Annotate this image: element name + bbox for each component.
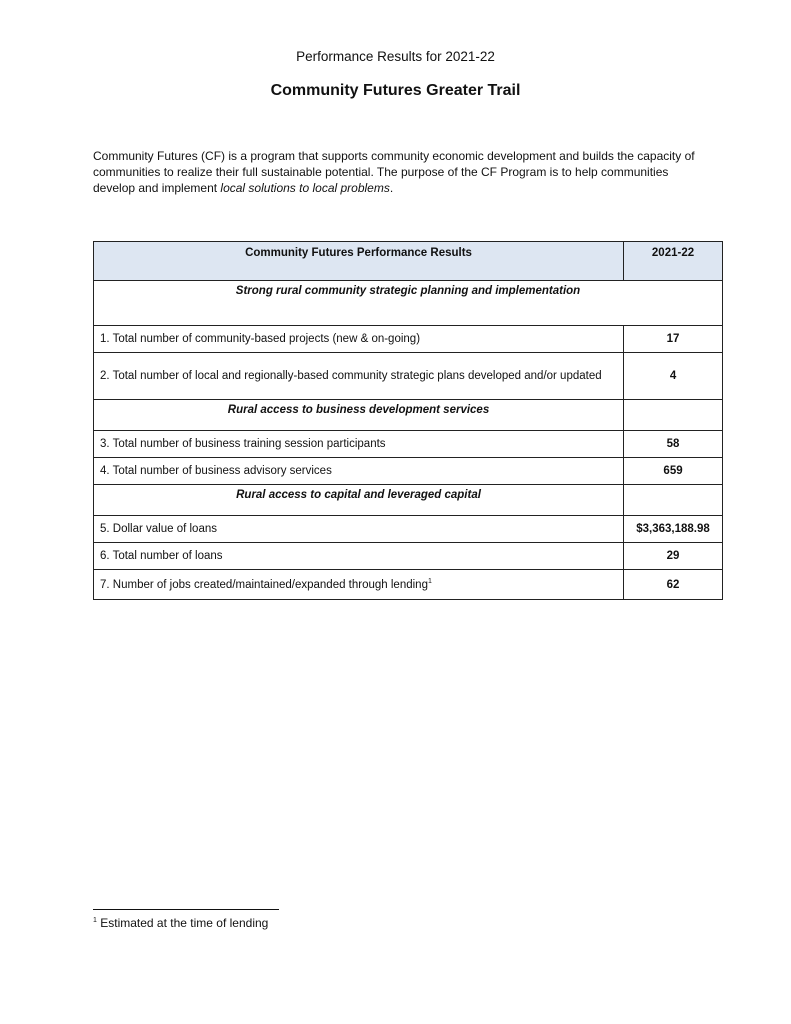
footnote (93, 916, 268, 930)
intro-end: . (389, 181, 394, 195)
section-title-planning: Strong rural community strategic planning and implementation (94, 281, 723, 326)
document-title: Community Futures Greater Trail (270, 82, 521, 99)
section-title-capital: Rural access to capital and leveraged capital (94, 485, 624, 516)
row-label: 3. Total number of business training session participants (94, 431, 624, 458)
row-value: 29 (624, 543, 723, 570)
row-label: 5. Dollar value of loans (94, 516, 624, 543)
section-row (94, 485, 723, 516)
table-row (94, 431, 723, 458)
table-row (94, 543, 723, 570)
row-label (94, 570, 624, 600)
running-header: Performance Results for 2021-22 (296, 49, 495, 64)
header-year-cell: 2021-22 (624, 242, 723, 281)
section-empty-cell (624, 400, 723, 431)
row-label: 2. Total number of local and regionally-based community strategic plans developed and/or updated (94, 353, 624, 400)
row-value: $3,363,188.98 (624, 516, 723, 543)
row-label: 4. Total number of business advisory services (94, 458, 624, 485)
row-label: 1. Total number of community-based projects (new & on-going) (94, 326, 624, 353)
table-row (94, 516, 723, 543)
footnote-reference: 1 (427, 577, 432, 585)
row-label-text: 7. Number of jobs created/maintained/expanded through lending (100, 578, 428, 591)
table-row (94, 570, 723, 600)
row-value: 58 (624, 431, 723, 458)
intro-paragraph (93, 148, 713, 196)
table-header-row (94, 242, 723, 281)
footnote-divider (93, 909, 279, 910)
footnote-marker: 1 (93, 917, 97, 924)
section-title-business-services: Rural access to business development services (94, 400, 624, 431)
section-empty-cell (624, 485, 723, 516)
section-row (94, 281, 723, 326)
intro-text: Community Futures (CF) is a program that supports community economic development and builds the capacity of communities to realize their full sustainable potential. The purpose of the CF Program is to help communities develop and implement (93, 149, 695, 195)
row-value: 17 (624, 326, 723, 353)
table-row (94, 326, 723, 353)
row-value: 62 (624, 570, 723, 600)
performance-results-table (93, 241, 723, 600)
row-value: 659 (624, 458, 723, 485)
intro-emphasis: local solutions to local problems (220, 181, 390, 195)
row-value: 4 (624, 353, 723, 400)
table-row (94, 353, 723, 400)
table-row (94, 458, 723, 485)
row-label: 6. Total number of loans (94, 543, 624, 570)
section-row (94, 400, 723, 431)
footnote-text: Estimated at the time of lending (96, 916, 269, 930)
header-label-cell: Community Futures Performance Results (94, 242, 624, 281)
